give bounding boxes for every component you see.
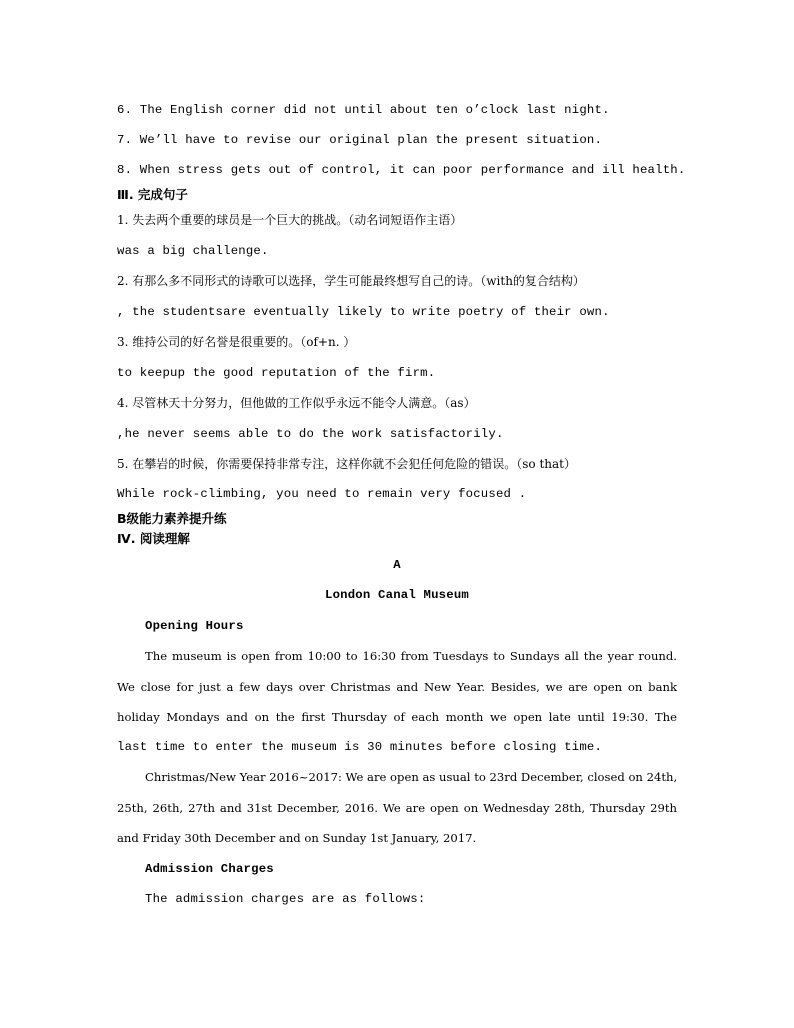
fill-in-item-6: 6. The English corner did not until about ten o’clock last night.: [117, 103, 610, 117]
sentence-2-prompt: 2. 有那么多不同形式的诗歌可以选择，学生可能最终想写自己的诗。（with的复合结构）: [117, 274, 585, 288]
opening-hours-line-3: holiday Mondays and on the first Thursday of each month we open late until 19:30. The: [117, 710, 677, 724]
passage-letter: A: [393, 558, 401, 572]
level-b-title: B级能力素养提升练: [117, 511, 227, 526]
opening-hours-line-4: last time to enter the museum is 30 minutes before closing time.: [117, 740, 603, 754]
sentence-1-prompt: 1. 失去两个重要的球员是一个巨大的挑战。（动名词短语作主语）: [117, 213, 463, 227]
sentence-4-answer: ,he never seems able to do the work satisfactorily.: [117, 427, 504, 441]
opening-hours-line-1: The museum is open from 10:00 to 16:30 from Tuesdays to Sundays all the year round.: [145, 649, 677, 663]
admission-heading: Admission Charges: [145, 862, 274, 876]
admission-text: The admission charges are as follows:: [145, 892, 426, 906]
fill-in-item-8: 8. When stress gets out of control, it can poor performance and ill health.: [117, 163, 686, 177]
opening-hours-heading: Opening Hours: [145, 619, 244, 633]
christmas-line-2: 25th, 26th, 27th and 31st December, 2016. We are open on Wednesday 28th, Thursday 29th: [117, 801, 677, 815]
sentence-5-prompt: 5. 在攀岩的时候，你需要保持非常专注，这样你就不会犯任何危险的错误。（so that）: [117, 457, 576, 471]
sentence-1-answer: was a big challenge.: [117, 244, 269, 258]
sentence-3-prompt: 3. 维持公司的好名誉是很重要的。（of+n. ）: [117, 335, 356, 349]
sentence-4-prompt: 4. 尽管林天十分努力，但他做的工作似乎永远不能令人满意。（as）: [117, 396, 476, 410]
section-3-title: Ⅲ. 完成句子: [117, 187, 188, 202]
passage-title: London Canal Museum: [324, 588, 469, 602]
sentence-2-answer: , the studentsare eventually likely to write poetry of their own.: [117, 305, 610, 319]
section-4-title: Ⅳ. 阅读理解: [117, 531, 190, 546]
sentence-3-answer: to keepup the good reputation of the firm.: [117, 366, 436, 380]
fill-in-item-7: 7. We’ll have to revise our original plan the present situation.: [117, 133, 603, 147]
sentence-5-answer: While rock-climbing, you need to remain very focused .: [117, 487, 527, 501]
christmas-line-3: and Friday 30th December and on Sunday 1st January, 2017.: [117, 831, 477, 845]
christmas-line-1: Christmas/New Year 2016~2017: We are open as usual to 23rd December, closed on 24th,: [145, 770, 678, 784]
opening-hours-line-2: We close for just a few days over Christmas and New Year. Besides, we are open on bank: [117, 680, 677, 694]
